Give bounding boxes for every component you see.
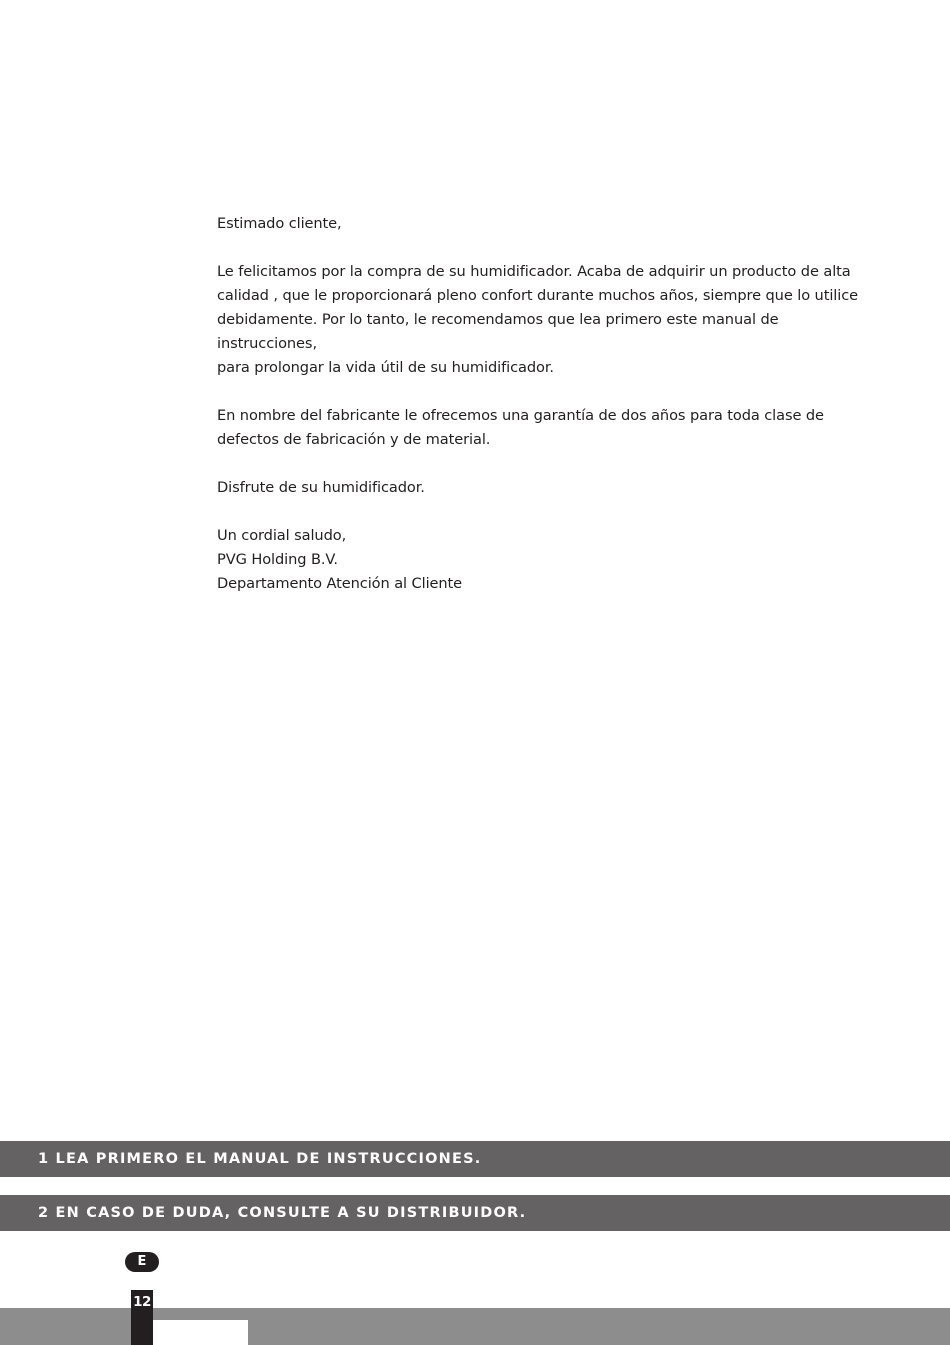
text-line: Le felicitamos por la compra de su humidificador. Acaba de adquirir un producto de alta <box>217 263 851 280</box>
letter-department: Departamento Atención al Cliente <box>217 575 463 592</box>
page-number: 12 <box>133 1294 151 1310</box>
text-line: En nombre del fabricante le ofrecemos una garantía de dos años para toda clase de <box>217 407 824 424</box>
footer-white-box <box>153 1320 248 1345</box>
letter-paragraph-2 <box>217 404 877 452</box>
letter-greeting: Estimado cliente, <box>217 215 342 232</box>
letter-closing: Un cordial saludo, <box>217 527 347 544</box>
text-line: debidamente. Por lo tanto, le recomendamos que lea primero este manual de instrucciones, <box>217 311 779 352</box>
text-line: calidad , que le proporcionará pleno confort durante muchos años, siempre que lo utilice <box>217 287 858 304</box>
letter-paragraph-3: Disfrute de su humidificador. <box>217 479 425 496</box>
notice-band-2: 2 EN CASO DE DUDA, CONSULTE A SU DISTRIBUIDOR. <box>0 1195 950 1231</box>
letter-body <box>217 212 877 596</box>
letter-company: PVG Holding B.V. <box>217 551 338 568</box>
letter-paragraph-1 <box>217 260 877 380</box>
language-badge: E <box>125 1252 159 1272</box>
notice-band-1: 1 LEA PRIMERO EL MANUAL DE INSTRUCCIONES. <box>0 1141 950 1177</box>
text-line: para prolongar la vida útil de su humidificador. <box>217 359 554 376</box>
text-line: defectos de fabricación y de material. <box>217 431 491 448</box>
